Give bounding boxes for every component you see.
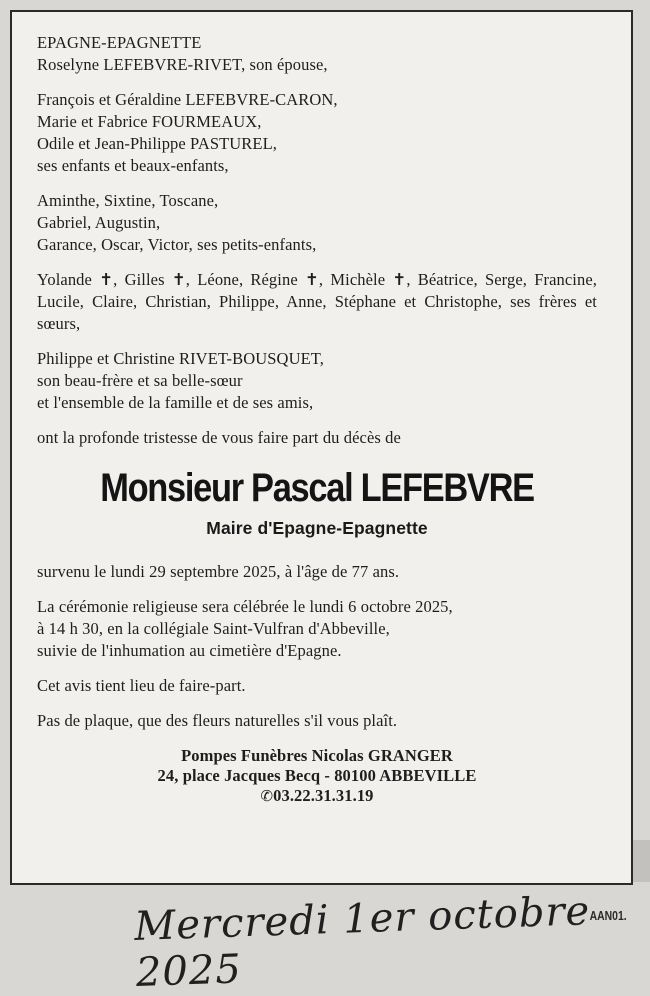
cross-icon: ✝ [304,270,319,289]
grandchildren-line: Gabriel, Augustin, [37,213,161,232]
faire-part-note: Cet avis tient lieu de faire-part. [37,676,246,695]
grandchildren-line: Garance, Oscar, Victor, ses petits-enfants, [37,235,317,254]
funeral-home-phone-row [37,786,597,806]
notice-heading: EPAGNE-EPAGNETTE [37,33,202,52]
flowers-note: Pas de plaque, que des fleurs naturelles s'il vous plaît. [37,711,398,730]
in-laws-line: Philippe et Christine RIVET-BOUSQUET, [37,349,324,368]
in-laws-line: et l'ensemble de la famille et de ses amis, [37,393,314,412]
in-laws-block [37,348,597,414]
ceremony-line: suivie de l'inhumation au cimetière d'Epagne. [37,641,342,660]
spouse-line: Roselyne LEFEBVRE-RIVET, son épouse, [37,55,328,74]
children-line: Odile et Jean-Philippe PASTUREL, [37,134,277,153]
cross-icon: ✝ [99,270,114,289]
children-line: ses enfants et beaux-enfants, [37,156,229,175]
in-laws-line: son beau-frère et sa belle-sœur [37,371,243,390]
death-info: survenu le lundi 29 septembre 2025, à l'âge de 77 ans. [37,562,400,581]
cross-icon: ✝ [171,270,186,289]
deceased-name: Monsieur Pascal LEFEBVRE [100,466,534,510]
children-line: Marie et Fabrice FOURMEAUX, [37,112,262,131]
children-line: François et Géraldine LEFEBVRE-CARON, [37,90,338,109]
funeral-home-address: 24, place Jacques Becq - 80100 ABBEVILLE [157,766,477,785]
phone-icon: ✆ [260,787,274,805]
obituary-notice [10,10,633,885]
notice-body [37,32,597,806]
ceremony-line: à 14 h 30, en la collégiale Saint-Vulfran d'Abbeville, [37,619,390,638]
grandchildren-block [37,190,597,256]
page-code: AAN01. [589,908,627,923]
cross-icon: ✝ [392,270,407,289]
children-block [37,89,597,177]
ceremony-block [37,596,597,662]
ceremony-line: La cérémonie religieuse sera célébrée le lundi 6 octobre 2025, [37,597,453,616]
announcement-line: ont la profonde tristesse de vous faire part du décès de [37,428,401,447]
handwritten-date: Mercredi 1er octobre 2025 [133,888,591,996]
funeral-home-block [37,746,597,806]
funeral-home-phone: 03.22.31.31.19 [273,786,374,805]
grandchildren-line: Aminthe, Sixtine, Toscane, [37,191,219,210]
deceased-title: Maire d'Epagne-Epagnette [206,518,428,538]
siblings-paragraph: Yolande ✝, Gilles ✝, Léone, Régine ✝, Michèle ✝, Béatrice, Serge, Francine, Lucile, Claire, Christian, Philippe, Anne, Stéphane et Christophe, ses frères et sœurs, [37,270,597,333]
funeral-home-name: Pompes Funèbres Nicolas GRANGER [181,746,453,765]
